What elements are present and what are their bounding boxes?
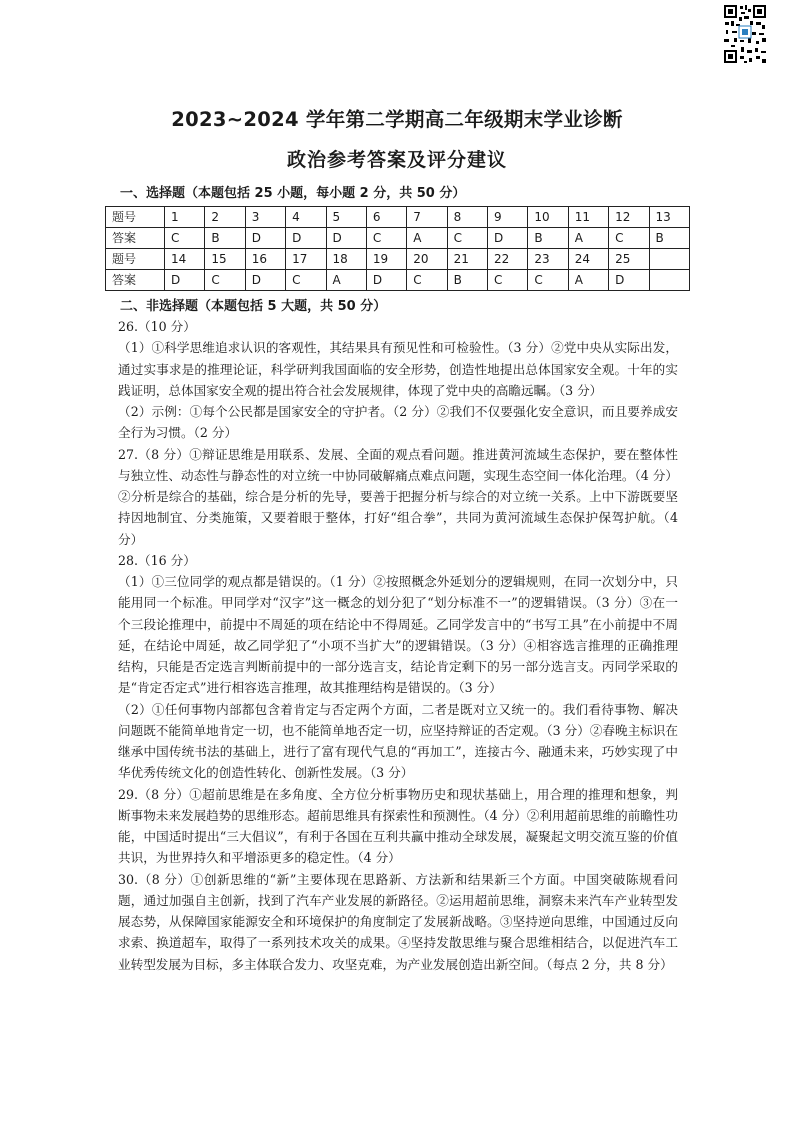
answer-paragraph: 26.（10 分）: [118, 319, 196, 334]
table-cell: 18: [326, 249, 366, 270]
table-label-cell: 答案: [106, 228, 165, 249]
table-cell: B: [649, 228, 690, 249]
answer-paragraph: 29.（8 分）①超前思维是在多角度、全方位分析事物历史和现状基础上，用合理的推理和想象，判断事物未来发展趋势的思维形态。超前思维具有探索性和预测性。（4 分）②利用超前思维的前瞻性功能，中国适时提出“三大倡议”，有利于各国在互利共赢中推动全球发展，凝聚起文明交流互鉴的价值共识，为世界持久和平增添更多的稳定性。（4 分）: [118, 786, 678, 866]
table-cell: 3: [245, 207, 285, 228]
table-cell: 12: [609, 207, 649, 228]
answer-paragraph: 27.（8 分）①辩证思维是用联系、发展、全面的观点看问题。推进黄河流域生态保护，要在整体性与独立性、动态性与静态性的对立统一中协同破解痛点难点问题，实现生态空间一体化治理。（4 分）②分析是综合的基础，综合是分析的先导，要善于把握分析与综合的对立统一关系。上中下游既要坚持因地制宜、分类施策，又要着眼于整体，打好“组合拳”，共同为黄河流域生态保护保驾护航。（4 分）: [118, 446, 678, 547]
table-row: [106, 270, 690, 291]
table-cell: D: [488, 228, 528, 249]
answer-paragraph: （1）①三位同学的观点都是错误的。（1 分）②按照概念外延划分的逻辑规则，在同一次划分中，只能用同一个标准。甲同学对“汉字”这一概念的划分犯了“划分标准不一”的逻辑错误。（3 分）③在一个三段论推理中，前提中不周延的项在结论中不得周延。乙同学发言中的“书写工具”在小前提中不周延，在结论中周延，故乙同学犯了“小项不当扩大”的逻辑错误。（3 分）④相容选言推理的正确推理结构，只能是否定选言判断前提中的一部分选言支，结论肯定剩下的另一部分选言支。丙同学采取的是“肯定否定式”进行相容选言推理，故其推理结构是错误的。（3 分）: [118, 574, 678, 696]
table-cell: 8: [447, 207, 487, 228]
table-cell: A: [568, 228, 608, 249]
table-cell: 15: [205, 249, 245, 270]
qr-code: [722, 3, 768, 65]
table-label-cell: 答案: [106, 270, 165, 291]
table-cell: 23: [528, 249, 568, 270]
table-cell: B: [205, 228, 245, 249]
table-cell: B: [447, 270, 487, 291]
answer-paragraph: 28.（16 分）: [118, 552, 196, 568]
table-cell: D: [245, 228, 285, 249]
table-cell: 6: [366, 207, 406, 228]
table-cell: 4: [286, 207, 326, 228]
table-cell: 22: [488, 249, 528, 270]
answer-paragraph: （1）①科学思维追求认识的客观性，其结果具有预见性和可检验性。（3 分）②党中央从实际出发，通过实事求是的推理论证，科学研判我国面临的安全形势，创造性地提出总体国家安全观。十年的实践证明，总体国家安全观的提出符合社会发展规律，体现了党中央的高瞻远瞩。（3 分）: [118, 340, 678, 398]
table-cell: 19: [366, 249, 406, 270]
table-cell: 20: [407, 249, 447, 270]
table-cell: 1: [165, 207, 205, 228]
table-cell: C: [205, 270, 245, 291]
table-cell: 9: [488, 207, 528, 228]
table-cell: 24: [568, 249, 608, 270]
table-cell: D: [326, 228, 366, 249]
answer-paragraph: （2）①任何事物内部都包含着肯定与否定两个方面，二者是既对立又统一的。我们看待事物、解决问题既不能简单地肯定一切，也不能简单地否定一切，应坚持辩证的否定观。（3 分）②春晚主标识在继承中国传统书法的基础上，进行了富有现代气息的“再加工”，连接古今、融通未来，巧妙实现了中华优秀传统文化的创造性转化、创新性发展。（3 分）: [118, 701, 678, 781]
table-cell: A: [568, 270, 608, 291]
table-cell: [649, 270, 690, 291]
table-cell: C: [366, 228, 406, 249]
table-cell: C: [165, 228, 205, 249]
section-heading-nonchoice: 二、非选择题（本题包括 5 大题，共 50 分）: [120, 299, 387, 314]
table-cell: D: [609, 270, 649, 291]
answer-table: [105, 206, 690, 291]
table-cell: 11: [568, 207, 608, 228]
table-label-cell: 题号: [106, 249, 165, 270]
table-cell: 21: [447, 249, 487, 270]
table-row: [106, 207, 690, 228]
table-cell: C: [609, 228, 649, 249]
section-heading-choice: 一、选择题（本题包括 25 小题，每小题 2 分，共 50 分）: [120, 186, 466, 201]
table-cell: A: [326, 270, 366, 291]
table-cell: C: [488, 270, 528, 291]
table-cell: 5: [326, 207, 366, 228]
table-cell: D: [286, 228, 326, 249]
table-cell: 10: [528, 207, 568, 228]
table-cell: 25: [609, 249, 649, 270]
table-cell: [649, 249, 690, 270]
table-cell: A: [407, 228, 447, 249]
table-cell: 17: [286, 249, 326, 270]
page-subtitle: 政治参考答案及评分建议: [286, 149, 507, 171]
table-cell: 2: [205, 207, 245, 228]
answer-paragraph: （2）示例：①每个公民都是国家安全的守护者。（2 分）②我们不仅要强化安全意识，而且要养成安全行为习惯。（2 分）: [118, 404, 678, 441]
table-cell: D: [366, 270, 406, 291]
table-cell: 14: [165, 249, 205, 270]
table-cell: D: [165, 270, 205, 291]
table-cell: 16: [245, 249, 285, 270]
table-cell: D: [245, 270, 285, 291]
page-title: 2023~2024 学年第二学期高二年级期末学业诊断: [171, 108, 623, 131]
table-cell: C: [286, 270, 326, 291]
table-cell: 7: [407, 207, 447, 228]
table-row: [106, 249, 690, 270]
table-row: [106, 228, 690, 249]
table-cell: B: [528, 228, 568, 249]
table-label-cell: 题号: [106, 207, 165, 228]
table-cell: 13: [649, 207, 690, 228]
answer-body: [118, 316, 678, 975]
table-cell: C: [407, 270, 447, 291]
table-cell: C: [447, 228, 487, 249]
answer-paragraph: 30.（8 分）①创新思维的“新”主要体现在思路新、方法新和结果新三个方面。中国突破陈规看问题，通过加强自主创新，找到了汽车产业发展的新路径。②运用超前思维，洞察未来汽车产业转型发展态势，从保障国家能源安全和环境保护的角度制定了发展新战略。③坚持逆向思维，中国通过反向求索、换道超车，取得了一系列技术攻关的成果。④坚持发散思维与聚合思维相结合，以促进汽车工业转型发展为目标，多主体联合发力、攻坚克难，为产业发展创造出新空间。（每点 2 分，共 8 分）: [118, 871, 678, 972]
table-cell: C: [528, 270, 568, 291]
